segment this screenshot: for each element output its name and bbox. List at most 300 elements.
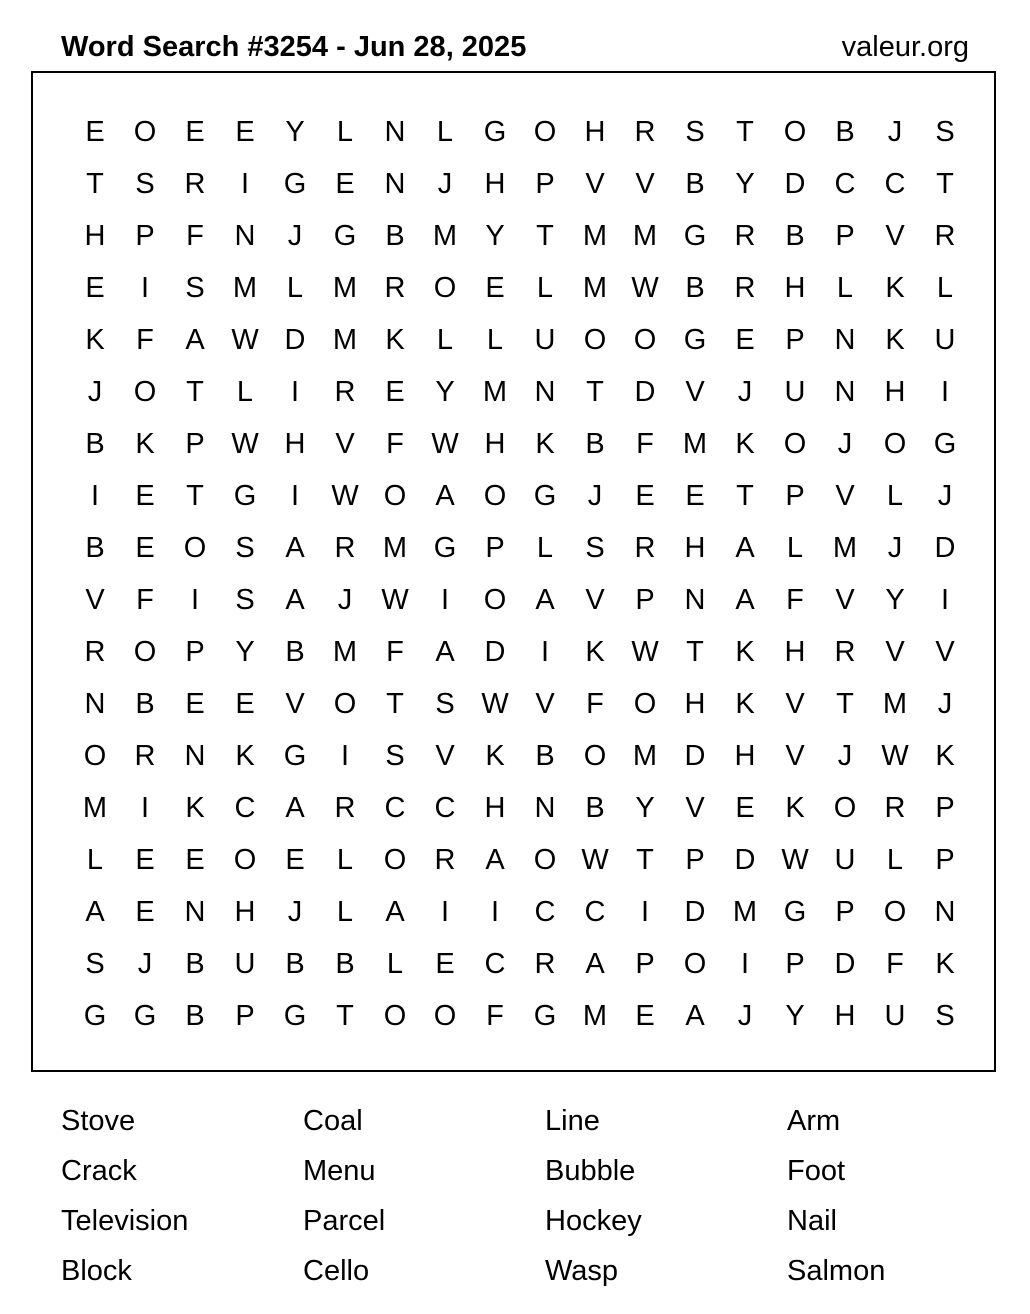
- grid-letter[interactable]: V: [335, 427, 355, 460]
- grid-letter[interactable]: O: [133, 115, 157, 148]
- grid-letter[interactable]: U: [234, 947, 256, 980]
- grid-letter[interactable]: L: [236, 375, 254, 408]
- grid-letter[interactable]: W: [381, 583, 409, 616]
- grid-letter[interactable]: K: [735, 635, 755, 668]
- grid-letter[interactable]: Y: [485, 219, 505, 252]
- grid-letter[interactable]: I: [490, 895, 500, 928]
- grid-letter[interactable]: M: [732, 895, 758, 928]
- grid-letter[interactable]: F: [136, 323, 154, 356]
- grid-letter[interactable]: T: [336, 999, 354, 1032]
- grid-letter[interactable]: S: [235, 583, 255, 616]
- grid-letter[interactable]: I: [190, 583, 200, 616]
- grid-letter[interactable]: H: [834, 999, 856, 1032]
- grid-letter[interactable]: S: [385, 739, 405, 772]
- grid-letter[interactable]: S: [85, 947, 105, 980]
- grid-letter[interactable]: P: [935, 843, 955, 876]
- grid-letter[interactable]: O: [433, 271, 457, 304]
- grid-letter[interactable]: K: [785, 791, 805, 824]
- grid-letter[interactable]: I: [440, 895, 450, 928]
- grid-letter[interactable]: R: [84, 635, 106, 668]
- grid-letter[interactable]: W: [481, 687, 509, 720]
- grid-letter[interactable]: L: [536, 271, 554, 304]
- grid-letter[interactable]: R: [134, 739, 156, 772]
- grid-letter[interactable]: L: [386, 947, 404, 980]
- grid-letter[interactable]: P: [785, 323, 805, 356]
- grid-letter[interactable]: O: [83, 739, 107, 772]
- grid-letter[interactable]: O: [583, 739, 607, 772]
- grid-letter[interactable]: H: [284, 427, 306, 460]
- grid-letter[interactable]: B: [135, 687, 155, 720]
- grid-letter[interactable]: B: [335, 947, 355, 980]
- grid-letter[interactable]: H: [784, 635, 806, 668]
- grid-letter[interactable]: K: [885, 323, 905, 356]
- grid-letter[interactable]: G: [483, 115, 507, 148]
- grid-letter[interactable]: L: [886, 843, 904, 876]
- grid-letter[interactable]: I: [740, 947, 750, 980]
- grid-letter[interactable]: J: [837, 427, 853, 460]
- grid-letter[interactable]: A: [585, 947, 605, 980]
- grid-letter[interactable]: G: [283, 999, 307, 1032]
- grid-letter[interactable]: N: [534, 791, 556, 824]
- grid-letter[interactable]: B: [785, 219, 805, 252]
- grid-letter[interactable]: K: [735, 427, 755, 460]
- grid-letter[interactable]: R: [534, 947, 556, 980]
- grid-letter[interactable]: K: [735, 687, 755, 720]
- grid-letter[interactable]: R: [184, 167, 206, 200]
- grid-letter[interactable]: N: [834, 323, 856, 356]
- grid-letter[interactable]: L: [786, 531, 804, 564]
- grid-letter[interactable]: O: [633, 687, 657, 720]
- grid-letter[interactable]: L: [436, 115, 454, 148]
- grid-letter[interactable]: H: [484, 791, 506, 824]
- grid-letter[interactable]: O: [383, 843, 407, 876]
- grid-letter[interactable]: L: [286, 271, 304, 304]
- grid-letter[interactable]: K: [935, 739, 955, 772]
- grid-letter[interactable]: O: [583, 323, 607, 356]
- grid-letter[interactable]: E: [485, 271, 505, 304]
- grid-letter[interactable]: E: [185, 687, 205, 720]
- grid-letter[interactable]: M: [232, 271, 258, 304]
- grid-letter[interactable]: O: [183, 531, 207, 564]
- grid-letter[interactable]: M: [432, 219, 458, 252]
- grid-letter[interactable]: E: [635, 999, 655, 1032]
- grid-letter[interactable]: S: [185, 271, 205, 304]
- grid-letter[interactable]: J: [737, 375, 753, 408]
- grid-letter[interactable]: B: [285, 635, 305, 668]
- grid-letter[interactable]: O: [533, 843, 557, 876]
- grid-letter[interactable]: A: [385, 895, 405, 928]
- grid-letter[interactable]: Y: [285, 115, 305, 148]
- grid-letter[interactable]: P: [185, 635, 205, 668]
- grid-letter[interactable]: R: [334, 791, 356, 824]
- grid-letter[interactable]: D: [484, 635, 506, 668]
- grid-letter[interactable]: H: [84, 219, 106, 252]
- grid-letter[interactable]: A: [435, 635, 455, 668]
- grid-letter[interactable]: T: [186, 375, 204, 408]
- grid-letter[interactable]: W: [231, 323, 259, 356]
- grid-letter[interactable]: N: [384, 167, 406, 200]
- grid-letter[interactable]: T: [586, 375, 604, 408]
- grid-letter[interactable]: C: [834, 167, 856, 200]
- grid-letter[interactable]: P: [935, 791, 955, 824]
- grid-letter[interactable]: T: [736, 115, 754, 148]
- grid-letter[interactable]: W: [881, 739, 909, 772]
- grid-letter[interactable]: W: [431, 427, 459, 460]
- grid-letter[interactable]: M: [682, 427, 708, 460]
- grid-letter[interactable]: V: [85, 583, 105, 616]
- grid-letter[interactable]: O: [333, 687, 357, 720]
- grid-letter[interactable]: A: [285, 791, 305, 824]
- grid-letter[interactable]: O: [433, 999, 457, 1032]
- grid-letter[interactable]: S: [685, 115, 705, 148]
- grid-letter[interactable]: M: [632, 219, 658, 252]
- grid-letter[interactable]: B: [585, 427, 605, 460]
- grid-letter[interactable]: I: [140, 791, 150, 824]
- grid-letter[interactable]: T: [386, 687, 404, 720]
- grid-letter[interactable]: H: [684, 531, 706, 564]
- grid-letter[interactable]: C: [584, 895, 606, 928]
- grid-letter[interactable]: V: [435, 739, 455, 772]
- grid-letter[interactable]: C: [434, 791, 456, 824]
- grid-letter[interactable]: V: [585, 167, 605, 200]
- grid-letter[interactable]: I: [340, 739, 350, 772]
- grid-letter[interactable]: O: [383, 999, 407, 1032]
- grid-letter[interactable]: B: [535, 739, 555, 772]
- grid-letter[interactable]: T: [536, 219, 554, 252]
- grid-letter[interactable]: K: [885, 271, 905, 304]
- grid-letter[interactable]: G: [133, 999, 157, 1032]
- grid-letter[interactable]: W: [581, 843, 609, 876]
- grid-letter[interactable]: Y: [435, 375, 455, 408]
- grid-letter[interactable]: L: [836, 271, 854, 304]
- grid-letter[interactable]: H: [684, 687, 706, 720]
- grid-letter[interactable]: R: [434, 843, 456, 876]
- grid-letter[interactable]: V: [785, 687, 805, 720]
- grid-letter[interactable]: G: [933, 427, 957, 460]
- grid-letter[interactable]: H: [584, 115, 606, 148]
- grid-letter[interactable]: R: [834, 635, 856, 668]
- grid-letter[interactable]: M: [582, 219, 608, 252]
- grid-letter[interactable]: E: [735, 791, 755, 824]
- grid-letter[interactable]: N: [184, 739, 206, 772]
- grid-letter[interactable]: K: [185, 791, 205, 824]
- grid-letter[interactable]: F: [486, 999, 504, 1032]
- grid-letter[interactable]: H: [484, 167, 506, 200]
- grid-letter[interactable]: P: [785, 479, 805, 512]
- grid-letter[interactable]: S: [435, 687, 455, 720]
- grid-letter[interactable]: E: [135, 843, 155, 876]
- grid-letter[interactable]: R: [334, 531, 356, 564]
- grid-letter[interactable]: P: [235, 999, 255, 1032]
- grid-letter[interactable]: T: [686, 635, 704, 668]
- grid-letter[interactable]: T: [86, 167, 104, 200]
- grid-letter[interactable]: D: [834, 947, 856, 980]
- grid-letter[interactable]: K: [135, 427, 155, 460]
- grid-letter[interactable]: J: [937, 687, 953, 720]
- grid-letter[interactable]: F: [136, 583, 154, 616]
- grid-letter[interactable]: O: [883, 895, 907, 928]
- grid-letter[interactable]: A: [85, 895, 105, 928]
- grid-letter[interactable]: J: [437, 167, 453, 200]
- grid-letter[interactable]: K: [585, 635, 605, 668]
- grid-letter[interactable]: B: [685, 271, 705, 304]
- grid-letter[interactable]: L: [86, 843, 104, 876]
- grid-letter[interactable]: V: [635, 167, 655, 200]
- grid-letter[interactable]: N: [684, 583, 706, 616]
- grid-letter[interactable]: J: [887, 531, 903, 564]
- grid-letter[interactable]: A: [285, 583, 305, 616]
- grid-letter[interactable]: G: [533, 479, 557, 512]
- grid-letter[interactable]: B: [85, 427, 105, 460]
- grid-letter[interactable]: Y: [885, 583, 905, 616]
- grid-letter[interactable]: B: [585, 791, 605, 824]
- grid-letter[interactable]: D: [634, 375, 656, 408]
- grid-letter[interactable]: V: [535, 687, 555, 720]
- grid-letter[interactable]: T: [636, 843, 654, 876]
- grid-letter[interactable]: O: [783, 427, 807, 460]
- grid-letter[interactable]: O: [233, 843, 257, 876]
- grid-letter[interactable]: E: [435, 947, 455, 980]
- grid-letter[interactable]: M: [632, 739, 658, 772]
- grid-letter[interactable]: V: [685, 791, 705, 824]
- grid-letter[interactable]: F: [586, 687, 604, 720]
- grid-letter[interactable]: I: [540, 635, 550, 668]
- grid-letter[interactable]: H: [884, 375, 906, 408]
- grid-letter[interactable]: D: [284, 323, 306, 356]
- grid-letter[interactable]: S: [935, 115, 955, 148]
- grid-letter[interactable]: M: [582, 999, 608, 1032]
- grid-letter[interactable]: E: [685, 479, 705, 512]
- grid-letter[interactable]: R: [884, 791, 906, 824]
- grid-letter[interactable]: E: [185, 115, 205, 148]
- grid-letter[interactable]: J: [337, 583, 353, 616]
- grid-letter[interactable]: R: [334, 375, 356, 408]
- grid-letter[interactable]: K: [485, 739, 505, 772]
- grid-letter[interactable]: J: [737, 999, 753, 1032]
- grid-letter[interactable]: O: [783, 115, 807, 148]
- grid-letter[interactable]: U: [934, 323, 956, 356]
- grid-letter[interactable]: B: [685, 167, 705, 200]
- grid-letter[interactable]: I: [90, 479, 100, 512]
- grid-letter[interactable]: F: [386, 427, 404, 460]
- grid-letter[interactable]: P: [635, 583, 655, 616]
- grid-letter[interactable]: R: [734, 219, 756, 252]
- grid-letter[interactable]: A: [185, 323, 205, 356]
- grid-letter[interactable]: G: [683, 323, 707, 356]
- grid-letter[interactable]: H: [234, 895, 256, 928]
- grid-letter[interactable]: V: [285, 687, 305, 720]
- grid-letter[interactable]: I: [440, 583, 450, 616]
- grid-letter[interactable]: G: [533, 999, 557, 1032]
- grid-letter[interactable]: F: [886, 947, 904, 980]
- grid-letter[interactable]: I: [290, 479, 300, 512]
- grid-letter[interactable]: E: [385, 375, 405, 408]
- grid-letter[interactable]: J: [287, 219, 303, 252]
- grid-letter[interactable]: P: [485, 531, 505, 564]
- grid-letter[interactable]: H: [784, 271, 806, 304]
- grid-letter[interactable]: E: [135, 479, 155, 512]
- grid-letter[interactable]: J: [137, 947, 153, 980]
- grid-letter[interactable]: G: [683, 219, 707, 252]
- grid-letter[interactable]: A: [735, 531, 755, 564]
- grid-letter[interactable]: T: [936, 167, 954, 200]
- grid-letter[interactable]: Y: [735, 167, 755, 200]
- grid-letter[interactable]: O: [133, 375, 157, 408]
- grid-letter[interactable]: A: [685, 999, 705, 1032]
- grid-letter[interactable]: P: [835, 895, 855, 928]
- grid-letter[interactable]: N: [234, 219, 256, 252]
- grid-letter[interactable]: H: [734, 739, 756, 772]
- grid-letter[interactable]: V: [935, 635, 955, 668]
- grid-letter[interactable]: V: [885, 635, 905, 668]
- grid-letter[interactable]: O: [133, 635, 157, 668]
- grid-letter[interactable]: O: [833, 791, 857, 824]
- grid-letter[interactable]: L: [486, 323, 504, 356]
- grid-letter[interactable]: Y: [785, 999, 805, 1032]
- grid-letter[interactable]: M: [82, 791, 108, 824]
- grid-letter[interactable]: B: [185, 999, 205, 1032]
- grid-letter[interactable]: O: [683, 947, 707, 980]
- grid-letter[interactable]: P: [835, 219, 855, 252]
- grid-letter[interactable]: J: [87, 375, 103, 408]
- grid-letter[interactable]: B: [285, 947, 305, 980]
- grid-letter[interactable]: D: [934, 531, 956, 564]
- grid-letter[interactable]: E: [135, 895, 155, 928]
- grid-letter[interactable]: V: [835, 583, 855, 616]
- grid-letter[interactable]: A: [285, 531, 305, 564]
- grid-letter[interactable]: L: [936, 271, 954, 304]
- grid-letter[interactable]: E: [85, 115, 105, 148]
- grid-letter[interactable]: M: [882, 687, 908, 720]
- grid-letter[interactable]: I: [940, 583, 950, 616]
- grid-letter[interactable]: G: [783, 895, 807, 928]
- grid-letter[interactable]: P: [535, 167, 555, 200]
- grid-letter[interactable]: E: [735, 323, 755, 356]
- grid-letter[interactable]: M: [832, 531, 858, 564]
- grid-letter[interactable]: A: [485, 843, 505, 876]
- grid-letter[interactable]: N: [184, 895, 206, 928]
- grid-letter[interactable]: K: [385, 323, 405, 356]
- grid-letter[interactable]: R: [634, 531, 656, 564]
- grid-letter[interactable]: R: [734, 271, 756, 304]
- grid-letter[interactable]: M: [332, 323, 358, 356]
- grid-letter[interactable]: F: [186, 219, 204, 252]
- grid-letter[interactable]: T: [186, 479, 204, 512]
- grid-letter[interactable]: E: [235, 687, 255, 720]
- grid-letter[interactable]: C: [234, 791, 256, 824]
- grid-letter[interactable]: L: [536, 531, 554, 564]
- grid-letter[interactable]: I: [640, 895, 650, 928]
- grid-letter[interactable]: D: [734, 843, 756, 876]
- grid-letter[interactable]: N: [834, 375, 856, 408]
- grid-letter[interactable]: R: [634, 115, 656, 148]
- grid-letter[interactable]: L: [336, 895, 354, 928]
- grid-letter[interactable]: I: [940, 375, 950, 408]
- grid-letter[interactable]: T: [736, 479, 754, 512]
- grid-letter[interactable]: O: [883, 427, 907, 460]
- grid-letter[interactable]: W: [631, 271, 659, 304]
- grid-letter[interactable]: J: [287, 895, 303, 928]
- grid-letter[interactable]: M: [332, 271, 358, 304]
- grid-letter[interactable]: P: [135, 219, 155, 252]
- grid-letter[interactable]: L: [336, 115, 354, 148]
- grid-letter[interactable]: Y: [635, 791, 655, 824]
- grid-letter[interactable]: O: [483, 479, 507, 512]
- grid-letter[interactable]: E: [235, 115, 255, 148]
- grid-letter[interactable]: W: [331, 479, 359, 512]
- grid-letter[interactable]: U: [834, 843, 856, 876]
- grid-letter[interactable]: M: [582, 271, 608, 304]
- grid-letter[interactable]: V: [685, 375, 705, 408]
- grid-letter[interactable]: C: [484, 947, 506, 980]
- grid-letter[interactable]: N: [84, 687, 106, 720]
- grid-letter[interactable]: B: [85, 531, 105, 564]
- grid-letter[interactable]: I: [290, 375, 300, 408]
- grid-letter[interactable]: C: [884, 167, 906, 200]
- grid-letter[interactable]: C: [534, 895, 556, 928]
- grid-letter[interactable]: M: [332, 635, 358, 668]
- grid-letter[interactable]: A: [435, 479, 455, 512]
- grid-letter[interactable]: P: [635, 947, 655, 980]
- grid-letter[interactable]: U: [884, 999, 906, 1032]
- grid-letter[interactable]: N: [934, 895, 956, 928]
- grid-letter[interactable]: C: [384, 791, 406, 824]
- grid-letter[interactable]: G: [333, 219, 357, 252]
- grid-letter[interactable]: P: [685, 843, 705, 876]
- grid-letter[interactable]: G: [283, 739, 307, 772]
- grid-letter[interactable]: W: [631, 635, 659, 668]
- grid-letter[interactable]: G: [233, 479, 257, 512]
- grid-letter[interactable]: G: [283, 167, 307, 200]
- grid-letter[interactable]: J: [837, 739, 853, 772]
- grid-letter[interactable]: D: [784, 167, 806, 200]
- grid-letter[interactable]: J: [587, 479, 603, 512]
- grid-letter[interactable]: L: [336, 843, 354, 876]
- grid-letter[interactable]: E: [85, 271, 105, 304]
- grid-letter[interactable]: S: [135, 167, 155, 200]
- grid-letter[interactable]: W: [231, 427, 259, 460]
- grid-letter[interactable]: H: [484, 427, 506, 460]
- grid-letter[interactable]: E: [285, 843, 305, 876]
- grid-letter[interactable]: W: [781, 843, 809, 876]
- grid-letter[interactable]: U: [534, 323, 556, 356]
- grid-letter[interactable]: V: [785, 739, 805, 772]
- grid-letter[interactable]: U: [784, 375, 806, 408]
- grid-letter[interactable]: P: [185, 427, 205, 460]
- grid-letter[interactable]: M: [382, 531, 408, 564]
- grid-letter[interactable]: V: [585, 583, 605, 616]
- grid-letter[interactable]: Y: [235, 635, 255, 668]
- grid-letter[interactable]: D: [684, 739, 706, 772]
- grid-letter[interactable]: L: [886, 479, 904, 512]
- grid-letter[interactable]: K: [535, 427, 555, 460]
- grid-letter[interactable]: J: [937, 479, 953, 512]
- grid-letter[interactable]: E: [185, 843, 205, 876]
- grid-letter[interactable]: J: [887, 115, 903, 148]
- grid-letter[interactable]: D: [684, 895, 706, 928]
- grid-letter[interactable]: I: [140, 271, 150, 304]
- grid-letter[interactable]: R: [934, 219, 956, 252]
- grid-letter[interactable]: S: [235, 531, 255, 564]
- grid-letter[interactable]: L: [436, 323, 454, 356]
- grid-letter[interactable]: A: [535, 583, 555, 616]
- grid-letter[interactable]: V: [885, 219, 905, 252]
- grid-letter[interactable]: G: [433, 531, 457, 564]
- grid-letter[interactable]: I: [240, 167, 250, 200]
- grid-letter[interactable]: O: [633, 323, 657, 356]
- grid-letter[interactable]: V: [835, 479, 855, 512]
- grid-letter[interactable]: E: [635, 479, 655, 512]
